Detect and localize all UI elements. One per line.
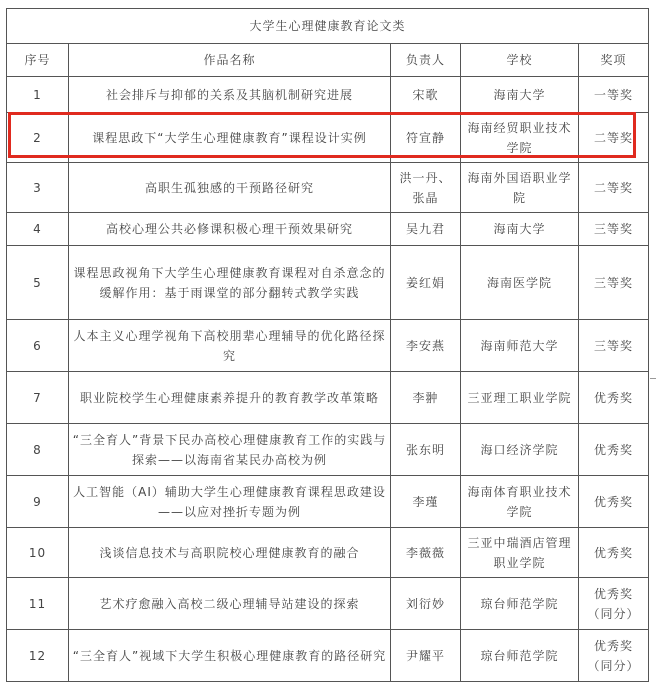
table-row <box>7 578 649 630</box>
row-no: 11 <box>7 578 69 630</box>
row-school: 海南体育职业技术学院 <box>461 476 579 528</box>
row-no: 5 <box>7 246 69 320</box>
row-name: 课程思政视角下大学生心理健康教育课程对自杀意念的缓解作用：基于雨课堂的部分翻转式教学实践 <box>69 246 391 320</box>
row-no: 9 <box>7 476 69 528</box>
header-award: 奖项 <box>579 44 649 77</box>
row-person: 符宣静 <box>391 113 461 163</box>
table-row <box>7 213 649 246</box>
row-name: 浅谈信息技术与高职院校心理健康教育的融合 <box>69 528 391 578</box>
row-name: 人本主义心理学视角下高校朋辈心理辅导的优化路径探究 <box>69 320 391 372</box>
header-person: 负责人 <box>391 44 461 77</box>
row-name: “三全育人”背景下民办高校心理健康教育工作的实践与探索——以海南省某民办高校为例 <box>69 424 391 476</box>
table-row <box>7 246 649 320</box>
row-school: 海口经济学院 <box>461 424 579 476</box>
row-award: 一等奖 <box>579 77 649 113</box>
row-name: 课程思政下“大学生心理健康教育”课程设计实例 <box>69 113 391 163</box>
row-school: 琼台师范学院 <box>461 578 579 630</box>
header-school: 学校 <box>461 44 579 77</box>
row-no: 12 <box>7 630 69 682</box>
table-row <box>7 163 649 213</box>
row-school: 海南大学 <box>461 213 579 246</box>
row-no: 8 <box>7 424 69 476</box>
row-school: 海南师范大学 <box>461 320 579 372</box>
row-person: 张东明 <box>391 424 461 476</box>
row-award: 优秀奖 <box>579 528 649 578</box>
row-person: 宋歌 <box>391 77 461 113</box>
row-award: 二等奖 <box>579 113 649 163</box>
row-no: 10 <box>7 528 69 578</box>
row-person: 尹耀平 <box>391 630 461 682</box>
row-award: 优秀奖 <box>579 372 649 424</box>
table-row <box>7 528 649 578</box>
row-award: 优秀奖 <box>579 424 649 476</box>
row-no: 6 <box>7 320 69 372</box>
table-row <box>7 113 649 163</box>
row-person: 吴九君 <box>391 213 461 246</box>
row-award: 优秀奖 <box>579 476 649 528</box>
row-school: 海南医学院 <box>461 246 579 320</box>
row-award: 优秀奖（同分） <box>579 578 649 630</box>
row-name: 人工智能（AI）辅助大学生心理健康教育课程思政建设——以应对挫折专题为例 <box>69 476 391 528</box>
row-person: 李瑾 <box>391 476 461 528</box>
row-award: 三等奖 <box>579 320 649 372</box>
row-person: 李薇薇 <box>391 528 461 578</box>
table-row <box>7 372 649 424</box>
row-award: 二等奖 <box>579 163 649 213</box>
table-row <box>7 424 649 476</box>
row-no: 7 <box>7 372 69 424</box>
header-name: 作品名称 <box>69 44 391 77</box>
edge-marker <box>650 378 656 379</box>
row-school: 三亚理工职业学院 <box>461 372 579 424</box>
row-name: 高校心理公共必修课积极心理干预效果研究 <box>69 213 391 246</box>
table-title: 大学生心理健康教育论文类 <box>7 9 649 44</box>
table-row <box>7 476 649 528</box>
row-name: 高职生孤独感的干预路径研究 <box>69 163 391 213</box>
row-no: 2 <box>7 113 69 163</box>
row-no: 4 <box>7 213 69 246</box>
table-row <box>7 77 649 113</box>
row-no: 1 <box>7 77 69 113</box>
row-person: 姜红娟 <box>391 246 461 320</box>
row-name: 艺术疗愈融入高校二级心理辅导站建设的探索 <box>69 578 391 630</box>
row-person: 刘衍妙 <box>391 578 461 630</box>
row-person: 李翀 <box>391 372 461 424</box>
row-no: 3 <box>7 163 69 213</box>
row-person: 李安燕 <box>391 320 461 372</box>
row-name: “三全育人”视域下大学生积极心理健康教育的路径研究 <box>69 630 391 682</box>
row-school: 海南经贸职业技术学院 <box>461 113 579 163</box>
title-row <box>7 9 649 44</box>
row-award: 三等奖 <box>579 246 649 320</box>
row-school: 三亚中瑞酒店管理职业学院 <box>461 528 579 578</box>
table-row <box>7 630 649 682</box>
row-school: 琼台师范学院 <box>461 630 579 682</box>
row-school: 海南大学 <box>461 77 579 113</box>
row-name: 职业院校学生心理健康素养提升的教育教学改革策略 <box>69 372 391 424</box>
award-table <box>6 8 649 682</box>
header-row <box>7 44 649 77</box>
header-no: 序号 <box>7 44 69 77</box>
row-person: 洪一丹、张晶 <box>391 163 461 213</box>
row-award: 优秀奖（同分） <box>579 630 649 682</box>
row-school: 海南外国语职业学院 <box>461 163 579 213</box>
table-row <box>7 320 649 372</box>
row-award: 三等奖 <box>579 213 649 246</box>
row-name: 社会排斥与抑郁的关系及其脑机制研究进展 <box>69 77 391 113</box>
